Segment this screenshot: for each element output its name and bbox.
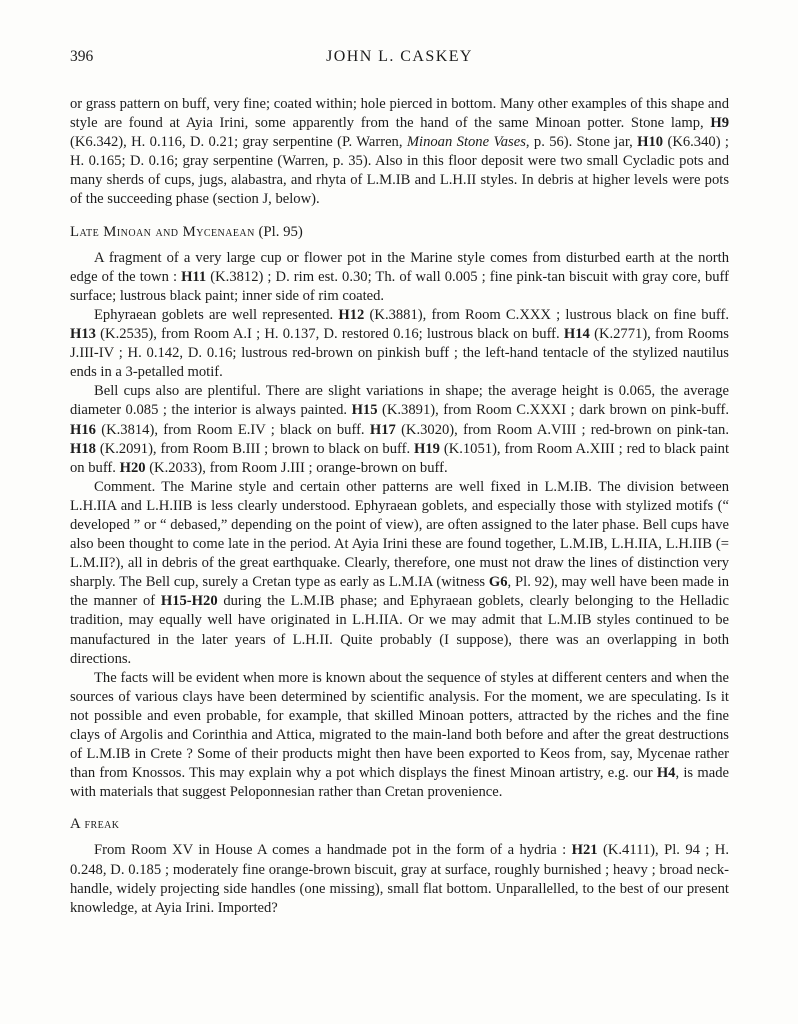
catalog-number: H16 <box>70 421 96 438</box>
catalog-number: H21 <box>571 842 598 859</box>
text-run: A fragment of a very large cup or flower pot in the Marine style comes from disturbed earth at the north edge of the town : <box>70 249 729 285</box>
text-run: during the L.M.IB phase; and Ephyraean goblets, clearly belonging to the Helladic tradition, may equally well have originated in L.H.IIA. Or we may admit that L.M.IB styles continued to be manufactured in the later years of L.H.II. Quite probably (I suppose), there was an overlapping in both directions. <box>70 593 729 667</box>
text-run: Bell cups also are plentiful. There are slight variations in shape; the average height is 0.065, the average diameter 0.085 ; the interior is always painted. <box>70 383 729 419</box>
italic-title: Minoan Stone Vases <box>406 134 526 151</box>
section-heading-plate-ref: (Pl. 95) <box>254 223 303 240</box>
catalog-number: H11 <box>181 268 207 285</box>
text-run: (K.3881), from Room C.XXX ; lustrous black on fine buff. <box>364 306 729 323</box>
catalog-number: H15 <box>351 402 378 419</box>
text-run: , Pl. 92), may well have been made in the manner of <box>70 574 729 610</box>
document-content <box>70 95 729 918</box>
page-number: 396 <box>70 48 94 65</box>
text-run: (K.4111), Pl. 94 ; H. 0.248, D. 0.185 ; moderately fine orange-brown biscuit, gray at surface, roughly burnished ; heavy ; broad neck-handle, widely projecting side handles (one missing), small flat bottom. Unparallelled, to the best of our present knowledge, at Ayia Irini. Imported? <box>70 842 729 916</box>
catalog-number: G6 <box>488 574 508 591</box>
text-run: , is made with materials that suggest Peloponnesian rather than Cretan provenience. <box>70 765 729 801</box>
paragraph <box>70 249 729 306</box>
text-run: (K.3891), from Room C.XXXI ; dark brown on pink-buff. <box>377 402 730 419</box>
paragraph <box>70 306 729 382</box>
page-header <box>70 48 729 69</box>
section-heading-text: Late Minoan and Mycenaean <box>70 223 255 240</box>
paragraph <box>70 841 729 917</box>
text-run: (K.3814), from Room E.IV ; black on buff. <box>95 421 370 438</box>
text-run: or grass pattern on buff, very fine; coated within; hole pierced in bottom. Many other examples of this shape and style are found at Ayia Irini, some apparently from the hand of the same Minoan potter. Stone lamp, <box>70 96 729 132</box>
text-run: , p. 56). Stone jar, <box>525 134 638 151</box>
text-run: (K.2771), from Rooms J.III-IV ; H. 0.142, D. 0.16; lustrous red-brown on pinkish buff ; the left-hand tentacle of the stylized nautilus ends in a 3-petalled motif. <box>70 326 729 381</box>
section-heading <box>70 223 729 242</box>
paragraph <box>70 382 729 477</box>
catalog-number: H17 <box>369 421 396 438</box>
catalog-number: H9 <box>710 115 729 132</box>
catalog-number: H4 <box>656 765 676 782</box>
text-run: (K.3812) ; D. rim est. 0.30; Th. of wall 0.005 ; fine pink-tan biscuit with gray core, buff surface; lustrous black paint; inner side of rim coated. <box>70 268 730 304</box>
text-run: From Room XV in House A comes a handmade pot in the form of a hydria : <box>94 842 572 859</box>
catalog-number: H19 <box>414 440 440 457</box>
catalog-number: H12 <box>338 306 365 323</box>
text-run: The facts will be evident when more is known about the sequence of styles at different centers and when the sources of various clays have been determined by scientific analysis. For the moment, we are speculating. Is it not possible and even probable, for example, that skilled Minoan potters, attracted by the riches and the fine clays of Argolis and Corinthia and Attica, migrated to the main-land both before and after the great destructions of L.M.IB in Crete ? Some of their products might then have been exported to Keos from, say, Mycenae rather than from Knossos. This may explain why a pot which displays the finest Minoan artistry, e.g. our <box>70 669 729 782</box>
text-run: Comment. The Marine style and certain other patterns are well fixed in L.M.IB. The division between L.H.IIA and L.H.IIB is less clearly understood. Ephyraean goblets, and especially those with stylized motifs (“ developed ” or “ debased,” depending on the point of view), are often assigned to the later phase. Bell cups have also been thought to come late in the period. At Ayia Irini these are found together, L.M.IB, L.H.IIA, L.H.IIB (= L.M.II?), all in debris of the great earthquake. Clearly, therefore, one must not draw the lines of distinction very sharply. The Bell cup, surely a Cretan type as early as L.M.IA (witness <box>70 478 729 591</box>
text-run: (K.3020), from Room A.VIII ; red-brown on pink-tan. <box>395 421 729 438</box>
catalog-number: H14 <box>563 326 590 343</box>
running-head: JOHN L. CASKEY <box>326 48 473 65</box>
section-heading-text: A freak <box>70 816 120 833</box>
text-run: (K.1051), from Room A.XIII ; red to black paint on buff. <box>70 440 729 476</box>
text-run: (K6.342), H. 0.116, D. 0.21; gray serpentine (P. Warren, <box>70 134 407 151</box>
catalog-number: H13 <box>70 326 96 343</box>
section-heading <box>70 815 729 834</box>
catalog-number: H18 <box>70 440 96 457</box>
paragraph <box>70 669 729 803</box>
paragraph <box>70 95 729 210</box>
paragraph <box>70 478 729 669</box>
catalog-number: H15-H20 <box>160 593 218 610</box>
text-run: Ephyraean goblets are well represented. <box>94 306 339 323</box>
text-run: (K.2033), from Room J.III ; orange-brown on buff. <box>145 459 448 476</box>
catalog-number: H20 <box>119 459 146 476</box>
text-run: (K.2091), from Room B.III ; brown to black on buff. <box>95 440 414 457</box>
text-run: (K6.340) ; H. 0.165; D. 0.16; gray serpentine (Warren, p. 35). Also in this floor deposit were two small Cycladic pots and many sherds of cups, jugs, alabastra, and rhyta of L.M.IB and L.H.II styles. In debris at higher levels were pots of the succeeding phase (section J, below). <box>70 134 729 208</box>
catalog-number: H10 <box>637 134 664 151</box>
text-run: (K.2535), from Room A.I ; H. 0.137, D. restored 0.16; lustrous black on buff. <box>95 326 564 343</box>
